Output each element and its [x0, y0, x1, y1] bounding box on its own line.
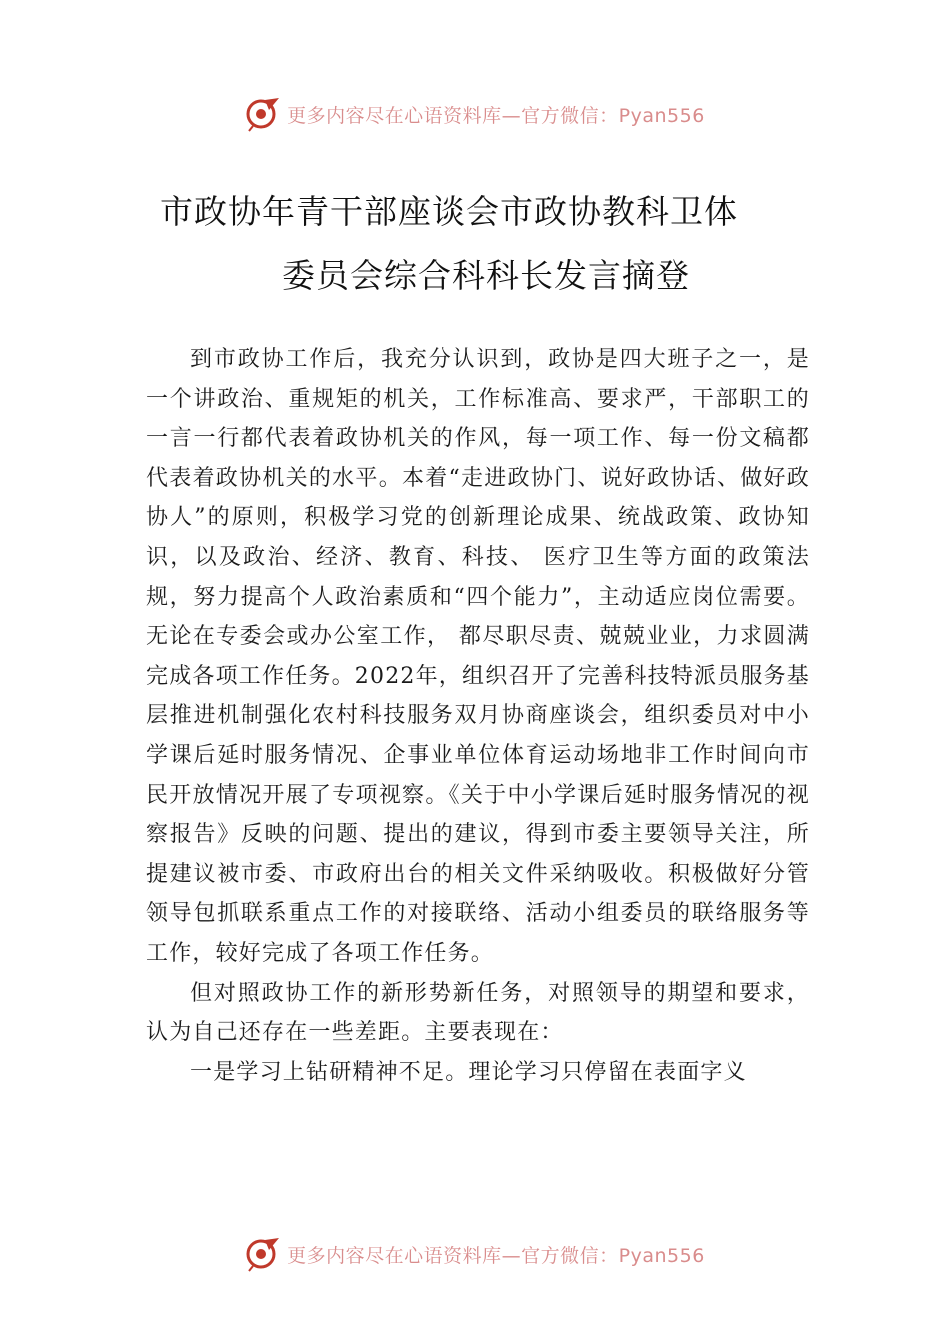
document-title-line-2: 委员会综合科科长发言摘登 — [282, 256, 690, 295]
watermark-header — [0, 92, 950, 136]
watermark-text: 更多内容尽在心语资料库—官方微信：Pyan556 — [287, 104, 705, 127]
body-paragraph: 到市政协工作后，我充分认识到，政协是四大班子之一，是一个讲政治、重规矩的机关，工作标准高、要求严，干部职工的一言一行都代表着政协机关的作风，每一项工作、每一份文稿都代表着政协机关的水平。本着“走进政协门、说好政协话、做好政协人”的原则，积极学习党的创新理论成果、统战政策、政协知识，以及政治、经济、教育、科技、 医疗卫生等方面的政策法规，努力提高个人政治素质和“四个能力”，主动适应岗位需要。无论在专委会或办公室工作， 都尽职尽责、兢兢业业，力求圆满完成各项工作任务。2022年，组织召开了完善科技特派员服务基层推进机制强化农村科技服务双月协商座谈会，组织委员对中小学课后延时服务情况、企事业单位体育运动场地非工作时间向市民开放情况开展了专项视察。《关于中小学课后延时服务情况的视察报告》反映的问题、提出的建议，得到市委主要领导关注，所提建议被市委、市政府出台的相关文件采纳吸收。积极做好分管领导包抓联系重点工作的对接联络、活动小组委员的联络服务等工作，较好完成了各项工作任务。 — [146, 347, 810, 966]
watermark-text: 更多内容尽在心语资料库—官方微信：Pyan556 — [287, 1244, 705, 1267]
pen-logo-icon — [245, 96, 281, 132]
watermark-footer — [0, 1232, 950, 1276]
document-body — [146, 340, 810, 1092]
body-paragraph: 一是学习上钻研精神不足。理论学习只停留在表面字义 — [190, 1059, 747, 1085]
document-title-line-1: 市政协年青干部座谈会市政协教科卫体 — [160, 192, 738, 231]
pen-logo-icon — [245, 1236, 281, 1272]
body-paragraph: 但对照政协工作的新形势新任务，对照领导的期望和要求，认为自己还存在一些差距。主要表现在： — [146, 980, 810, 1046]
